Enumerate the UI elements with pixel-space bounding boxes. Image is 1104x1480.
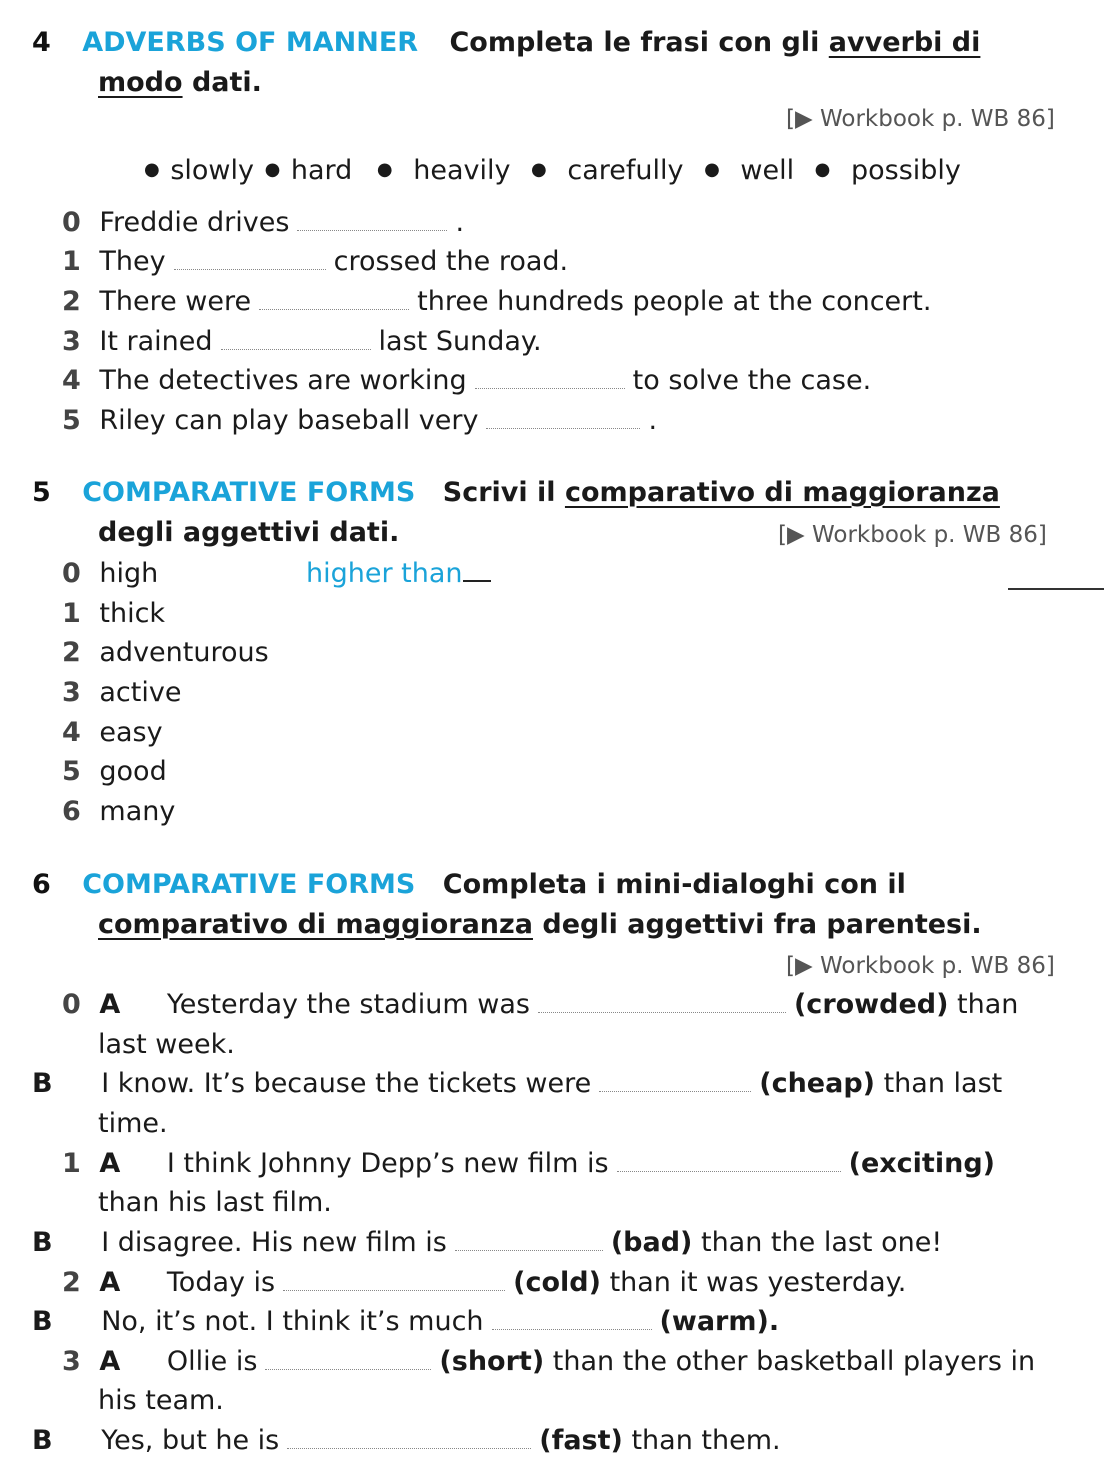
adjective-prompt: (warm). [659,1306,780,1337]
ex4-item [62,364,871,398]
adjective-prompt: (bad) [610,1227,693,1258]
item-number: 5 [62,405,81,436]
ex6-tag: COMPARATIVE FORMS [82,869,416,900]
dialogue-line [62,1147,995,1181]
answer-blank[interactable] [617,1149,841,1172]
item-number: 0 [62,558,81,589]
item-adjective: active [99,677,182,708]
dialogue-text: Today is [166,1267,276,1298]
dialogue-text-after: than last [883,1068,1003,1099]
dialogue-text-after: than the other basketball players in [552,1346,1036,1377]
item-text-after: to solve the case. [632,365,872,396]
bullet-icon: ● [264,159,281,180]
ex4-tag: ADVERBS OF MANNER [82,27,419,58]
ex4-item [62,245,568,279]
item-number: 4 [62,365,81,396]
ex4-workbook-ref: [▶ Workbook p. WB 86] [786,106,1055,132]
speaker-label: B [32,1425,53,1456]
item-number: 3 [62,677,81,708]
item-text-after: last Sunday. [378,326,542,357]
ex4-number: 4 [32,27,51,58]
word-bank-item: well [740,155,795,186]
ex5-workbook-ref: [▶ Workbook p. WB 86] [778,522,1047,548]
answer-blank[interactable] [538,990,786,1013]
ex5-item [62,755,167,789]
ex4-word-bank [144,153,961,188]
item-text-after: . [455,207,465,238]
speaker-label: B [32,1068,53,1099]
ex6-header-line2 [98,908,982,942]
dialogue-line [32,1226,942,1260]
item-text-after: crossed the road. [333,246,569,277]
word-bank-item: hard [290,155,353,186]
ex4-item [62,325,542,359]
item-number: 3 [62,326,81,357]
answer-blank[interactable] [287,1426,531,1449]
adjective-prompt: (cheap) [759,1068,875,1099]
dialogue-line [62,988,1018,1022]
ex6-instruction-a: Completa i mini-dialoghi con il [442,869,906,900]
adjective-prompt: (exciting) [848,1148,995,1179]
speaker-label: B [32,1306,53,1337]
dialogue-text-after: than it was yesterday. [609,1267,907,1298]
answer-blank[interactable] [475,366,625,389]
adjective-prompt: (crowded) [793,989,949,1020]
ex4-instruction-underlined-2: modo [98,67,183,98]
example-answer-text: higher than [306,558,463,589]
word-bank-item: carefully [567,155,684,186]
item-text: They [99,246,166,277]
ex5-instruction-b: degli aggettivi dati. [98,517,400,548]
answer-blank[interactable] [221,327,371,350]
dialogue-text: I know. It’s because the tickets were [101,1068,592,1099]
ex5-number: 5 [32,477,51,508]
dialogue-line [32,1067,1002,1101]
answer-blank[interactable] [283,1268,505,1291]
dialogue-line [62,1345,1035,1379]
adjective-prompt: (fast) [539,1425,623,1456]
speaker-label: A [99,1148,121,1179]
dialogue-text: Yesterday the stadium was [166,989,530,1020]
ex5-instruction-underlined: comparativo di maggioranza [564,477,1000,508]
ex6-workbook-ref: [▶ Workbook p. WB 86] [786,953,1055,979]
ex4-item [62,285,931,319]
item-text: There were [99,286,252,317]
item-number: 2 [62,1267,81,1298]
ex5-instruction-a: Scrivi il [442,477,565,508]
word-bank-item: heavily [413,155,511,186]
bullet-icon: ● [531,159,547,180]
bullet-icon: ● [814,159,831,180]
ex5-item [62,676,181,710]
speaker-label: A [99,989,121,1020]
word-bank-item: possibly [850,155,961,186]
answer-underline [463,560,491,582]
item-adjective: thick [99,598,166,629]
answer-blank[interactable] [297,208,447,231]
ex5-header [32,476,1000,510]
dialogue-text-after: than [957,989,1019,1020]
answer-blank[interactable] [486,406,640,429]
item-text: It rained [99,326,213,357]
ex5-example-answer [306,557,491,591]
dialogue-continuation: time. [98,1108,168,1139]
item-number: 1 [62,246,81,277]
item-number: 2 [62,637,81,668]
dialogue-continuation: last week. [98,1029,235,1060]
ex5-item [62,597,165,631]
item-number: 3 [62,1346,81,1377]
ex5-answer-line[interactable] [1008,588,1104,590]
adjective-prompt: (cold) [513,1267,601,1298]
word-bank-item: slowly [170,155,254,186]
dialogue-line [62,1266,906,1300]
item-number: 0 [62,207,81,238]
dialogue-text: I disagree. His new film is [101,1227,447,1258]
adjective-prompt: (short) [439,1346,545,1377]
ex4-header [32,26,980,60]
ex5-item [62,557,158,591]
dialogue-text: Ollie is [166,1346,258,1377]
dialogue-line [32,1424,781,1458]
dialogue-continuation: his team. [98,1385,224,1416]
ex6-number: 6 [32,869,51,900]
item-text: Freddie drives [99,207,290,238]
ex5-item [62,716,163,750]
answer-blank[interactable] [599,1069,751,1092]
dialogue-text-after: than the last one! [700,1227,943,1258]
ex5-item [62,636,269,670]
item-text: Riley can play baseball very [99,405,479,436]
item-number: 0 [62,989,81,1020]
speaker-label: B [32,1227,53,1258]
item-number: 1 [62,598,81,629]
bullet-icon: ● [704,159,720,180]
answer-blank[interactable] [265,1347,431,1370]
ex5-tag: COMPARATIVE FORMS [82,477,416,508]
ex4-instruction-a: Completa le frasi con gli [449,27,829,58]
item-number: 5 [62,756,81,787]
item-number: 4 [62,717,81,748]
ex4-instruction-b: dati. [182,67,262,98]
speaker-label: A [99,1346,121,1377]
ex4-item [62,206,464,240]
item-adjective: easy [99,717,163,748]
ex4-header-line2 [98,66,262,100]
dialogue-continuation: than his last film. [98,1187,332,1218]
answer-blank[interactable] [492,1307,652,1330]
ex5-item [62,795,175,829]
dialogue-text-after: than them. [631,1425,781,1456]
item-text-after: . [648,405,658,436]
ex4-item [62,404,657,438]
item-adjective: adventurous [99,637,269,668]
bullet-icon: ● [144,159,160,180]
item-number: 2 [62,286,81,317]
answer-blank[interactable] [455,1228,603,1251]
item-adjective: high [99,558,159,589]
answer-blank[interactable] [259,287,409,310]
answer-blank[interactable] [174,247,326,270]
bullet-icon: ● [376,159,393,180]
item-adjective: many [99,796,176,827]
item-adjective: good [99,756,167,787]
ex6-header [32,868,906,902]
ex6-instruction-b: degli aggettivi fra parentesi. [532,909,982,940]
item-number: 6 [62,796,81,827]
dialogue-text: No, it’s not. I think it’s much [101,1306,484,1337]
item-text: The detectives are working [99,365,467,396]
dialogue-text: I think Johnny Depp’s new film is [166,1148,609,1179]
dialogue-text: Yes, but he is [101,1425,280,1456]
item-text-after: three hundreds people at the concert. [417,286,932,317]
ex4-instruction-underlined-1: avverbi di [828,27,981,58]
item-number: 1 [62,1148,81,1179]
dialogue-line [32,1305,779,1339]
ex6-instruction-underlined: comparativo di maggioranza [98,909,533,940]
speaker-label: A [99,1267,121,1298]
